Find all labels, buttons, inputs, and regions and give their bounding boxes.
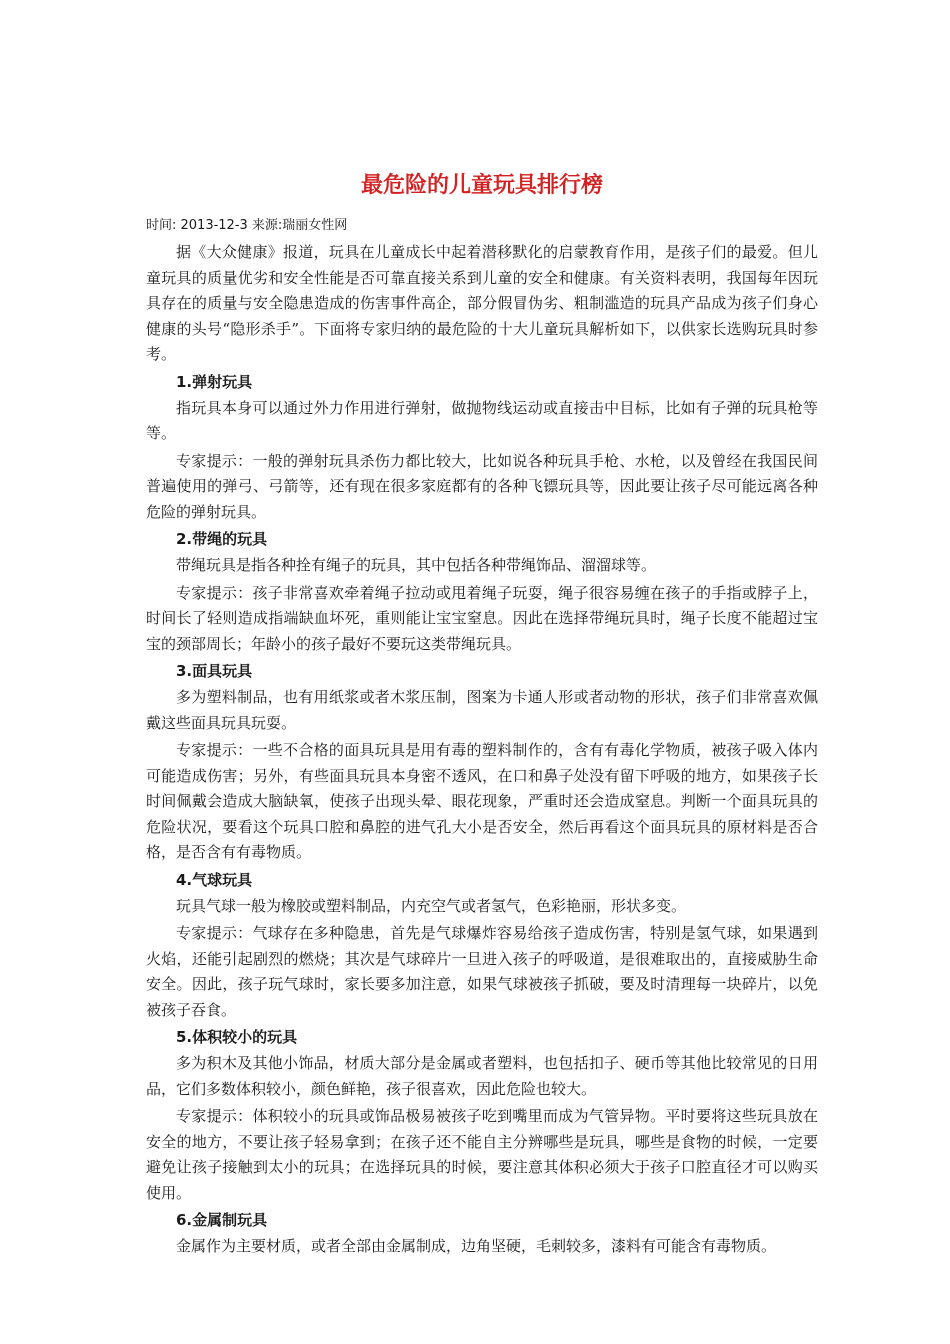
- section-heading: 3.面具玩具: [176, 662, 253, 680]
- section-balloon-toys: [146, 868, 818, 1024]
- expert-tip: 专家提示：孩子非常喜欢牵着绳子拉动或甩着绳子玩耍，绳子很容易缠在孩子的手指或脖子上，时间长了轻则造成指端缺血坏死，重则能让宝宝窒息。因此在选择带绳玩具时，绳子长度不能超过宝宝的颈部周长；年龄小的孩子最好不要玩这类带绳玩具。: [146, 583, 818, 653]
- document-page: [146, 160, 818, 1262]
- section-description: 多为塑料制品，也有用纸浆或者木浆压制，图案为卡通人形或者动物的形状，孩子们非常喜欢佩戴这些面具玩具玩耍。: [146, 688, 818, 732]
- section-heading: 1.弹射玩具: [176, 372, 253, 391]
- article-title: 最危险的儿童玩具排行榜: [360, 173, 603, 198]
- expert-tip: 专家提示：气球存在多种隐患，首先是气球爆炸容易给孩子造成伤害，特别是氢气球，如果遇到火焰，还能引起剧烈的燃烧；其次是气球碎片一旦进入孩子的呼吸道，是很难取出的，直接威胁生命安全。因此，孩子玩气球时，家长要多加注意，如果气球被孩子抓破，要及时清理每一块碎片，以免被孩子吞食。: [146, 924, 818, 1019]
- section-mask-toys: [146, 659, 818, 866]
- section-heading: 6.金属制玩具: [176, 1211, 268, 1229]
- section-description: 多为积木及其他小饰品，材质大部分是金属或者塑料，也包括扣子、硬币等其他比较常见的日用品，它们多数体积较小，颜色鲜艳，孩子很喜欢，因此危险也较大。: [146, 1054, 818, 1098]
- section-small-toys: [146, 1025, 818, 1206]
- section-heading: 4.气球玩具: [176, 870, 253, 889]
- section-description: 金属作为主要材质，或者全部由金属制成，边角坚硬，毛刺较多，漆料有可能含有毒物质。: [176, 1237, 777, 1255]
- section-description: 指玩具本身可以通过外力作用进行弹射，做抛物线运动或直接击中目标，比如有子弹的玩具枪等等。: [146, 398, 818, 442]
- section-slingshot-toys: [146, 370, 818, 526]
- section-heading: 2.带绳的玩具: [176, 530, 268, 548]
- expert-tip: 专家提示：一般的弹射玩具杀伤力都比较大，比如说各种玩具手枪、水枪，以及曾经在我国民间普遍使用的弹弓、弓箭等，还有现在很多家庭都有的各种飞镖玩具等，因此要让孩子尽可能远离各种危险的弹射玩具。: [146, 451, 818, 521]
- article-meta: 时间: 2013-12-3 来源:瑞丽女性网: [146, 218, 348, 233]
- expert-tip: 专家提示：体积较小的玩具或饰品极易被孩子吃到嘴里而成为气管异物。平时要将这些玩具放在安全的地方，不要让孩子轻易拿到；在孩子还不能自主分辨哪些是玩具，哪些是食物的时候，一定要避免让孩子接触到太小的玩具；在选择玩具的时候，要注意其体积必须大于孩子口腔直径才可以购买使用。: [146, 1107, 818, 1202]
- section-metal-toys: [146, 1208, 818, 1260]
- section-string-toys: [146, 527, 818, 657]
- section-description: 玩具气球一般为橡胶或塑料制品，内充空气或者氢气，色彩艳丽，形状多变。: [176, 896, 687, 915]
- intro-paragraph: 据《大众健康》报道，玩具在儿童成长中起着潜移默化的启蒙教育作用，是孩子们的最爱。但儿童玩具的质量优劣和安全性能是否可靠直接关系到儿童的安全和健康。有关资料表明，我国每年因玩具存在的质量与安全隐患造成的伤害事件高企，部分假冒伪劣、粗制滥造的玩具产品成为孩子们身心健康的头号“隐形杀手”。下面将专家归纳的最危险的十大儿童玩具解析如下，以供家长选购玩具时参考。: [146, 243, 818, 363]
- section-description: 带绳玩具是指各种拴有绳子的玩具，其中包括各种带绳饰品、溜溜球等。: [176, 556, 657, 574]
- section-heading: 5.体积较小的玩具: [176, 1028, 298, 1046]
- expert-tip: 专家提示：一些不合格的面具玩具是用有毒的塑料制作的，含有有毒化学物质，被孩子吸入体内可能造成伤害；另外，有些面具玩具本身密不透风，在口和鼻子处没有留下呼吸的地方，如果孩子长时间佩戴会造成大脑缺氧，使孩子出现头晕、眼花现象，严重时还会造成窒息。判断一个面具玩具的危险状况，要看这个玩具口腔和鼻腔的进气孔大小是否安全，然后再看这个面具玩具的原材料是否合格，是否含有有毒物质。: [146, 741, 818, 861]
